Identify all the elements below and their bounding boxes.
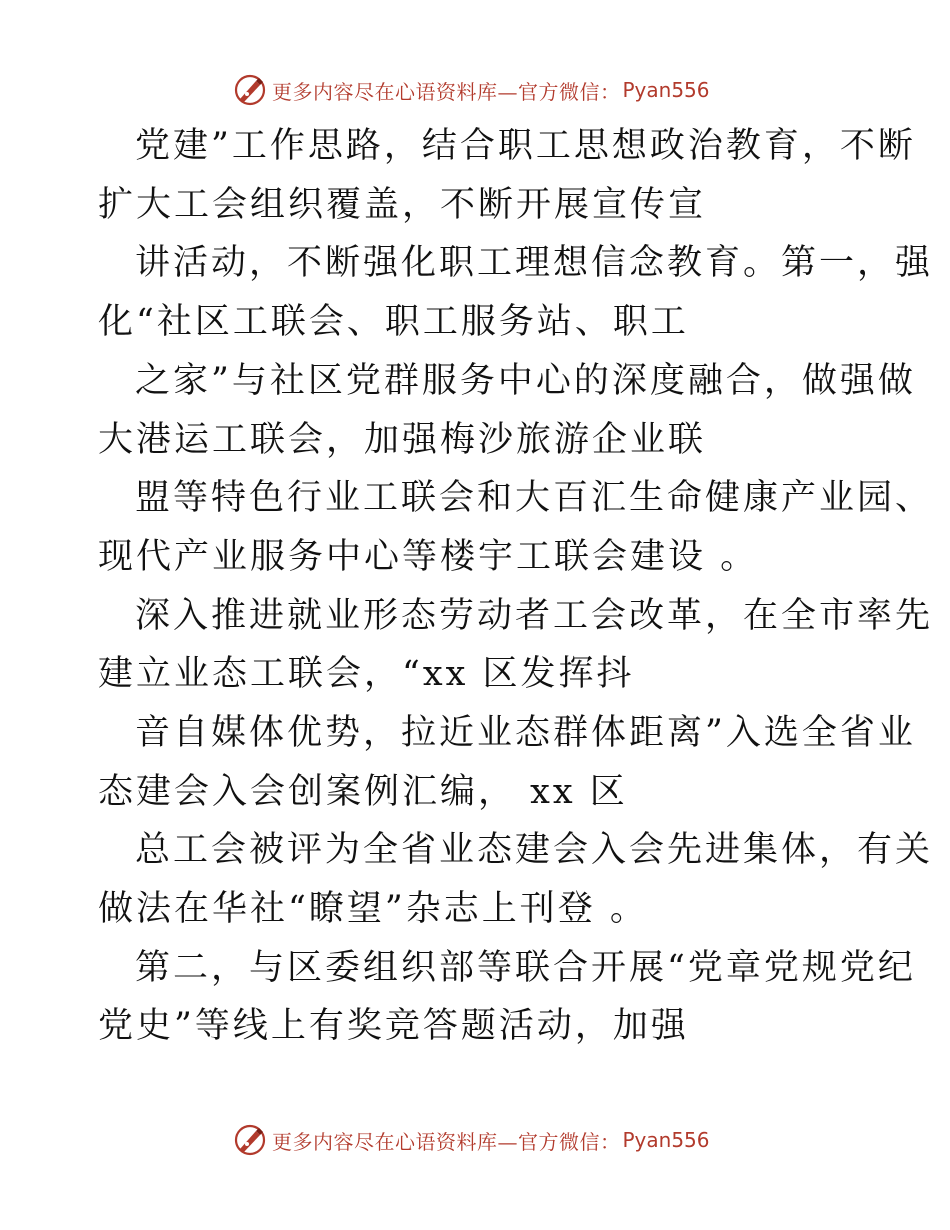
text-line: 党史”等线上有奖竞答题活动，加强 (98, 1006, 689, 1046)
text-line: 盟等特色行业工联会和大百汇生命健康产业园、 (135, 478, 934, 518)
text-line: 讲活动，不断强化职工理想信念教育。第一，强 (135, 243, 934, 283)
pen-logo-icon (232, 1122, 268, 1158)
watermark-wechat-id: Pyan556 (622, 78, 710, 102)
text-line: 现代产业服务中心等楼宇工联会建设 。 (98, 537, 759, 577)
footer-watermark (232, 1122, 710, 1158)
text-line: 建立业态工联会，“xx 区发挥抖 (98, 654, 635, 694)
text-line: 大港运工联会，加强梅沙旅游企业联 (98, 420, 707, 460)
text-line: 音自媒体优势，拉近业态群体距离”入选全省业 (135, 713, 916, 753)
text-line: 做法在华社“瞭望”杂志上刊登 。 (98, 889, 648, 929)
watermark-wechat-id: Pyan556 (622, 1128, 710, 1152)
text-line: 党建”工作思路，结合职工思想政治教育，不断 (135, 126, 916, 166)
watermark-text: 更多内容尽在心语资料库—官方微信： (272, 79, 621, 104)
text-line: 深入推进就业形态劳动者工会改革，在全市率先 (135, 596, 934, 636)
text-line: 之家”与社区党群服务中心的深度融合，做强做 (135, 361, 916, 401)
text-line: 态建会入会创案例汇编， xx 区 (98, 772, 628, 812)
text-line: 第二，与区委组织部等联合开展“党章党规党纪 (135, 948, 916, 988)
text-line: 总工会被评为全省业态建会入会先进集体，有关 (135, 830, 934, 870)
text-line: 化“社区工联会、职工服务站、职工 (98, 302, 689, 342)
watermark-text: 更多内容尽在心语资料库—官方微信： (272, 1129, 621, 1154)
text-line: 扩大工会组织覆盖，不断开展宣传宣 (98, 185, 707, 225)
